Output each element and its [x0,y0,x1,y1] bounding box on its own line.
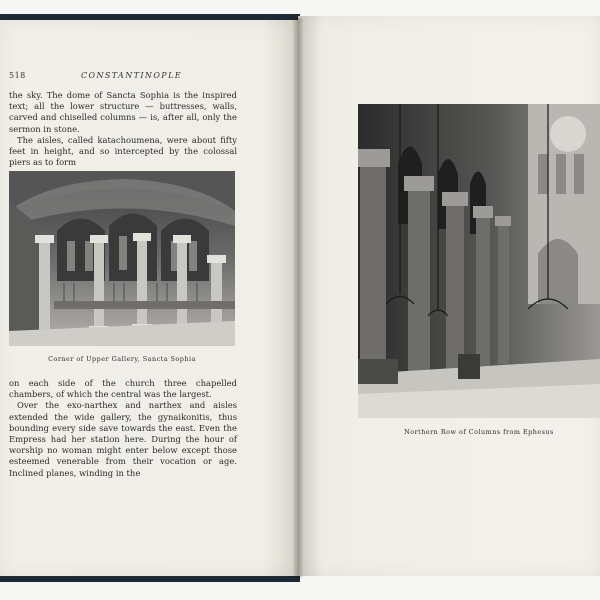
paragraph: on each side of the church three chapelled chambers, of which the central was the largest. [9,378,237,400]
page-number: 518 [9,71,26,80]
plate-upper-gallery-photo [9,171,235,346]
running-title: CONSTANTINOPLE [81,71,183,80]
plate-northern-columns-photo [358,104,600,418]
plate-caption-right: Northern Row of Columns from Ephesus [404,428,554,436]
plate-caption-left: Corner of Upper Gallery, Sancta Sophia [48,355,196,363]
body-text-bottom [9,378,237,479]
body-text-top [9,90,237,168]
book-gutter [293,18,303,578]
paragraph: The aisles, called katachoumena, were about fifty feet in height, and so intercepted by the colossal piers as to form [9,134,237,168]
paragraph: the sky. The dome of Sancta Sophia is the inspired text; all the lower structure — buttresses, walls, carved and chiselled columns — is, after all, only the sermon in stone. [9,90,237,134]
paragraph: Over the exo-narthex and narthex and aisles extended the wide gallery, the gynaikonitis, thus bounding every side save towards the east. Even the Empress had her station here. During the hour of worship no woman might enter below except those esteemed venerable from their vocation or age. Inclined planes, winding in the [9,400,237,478]
